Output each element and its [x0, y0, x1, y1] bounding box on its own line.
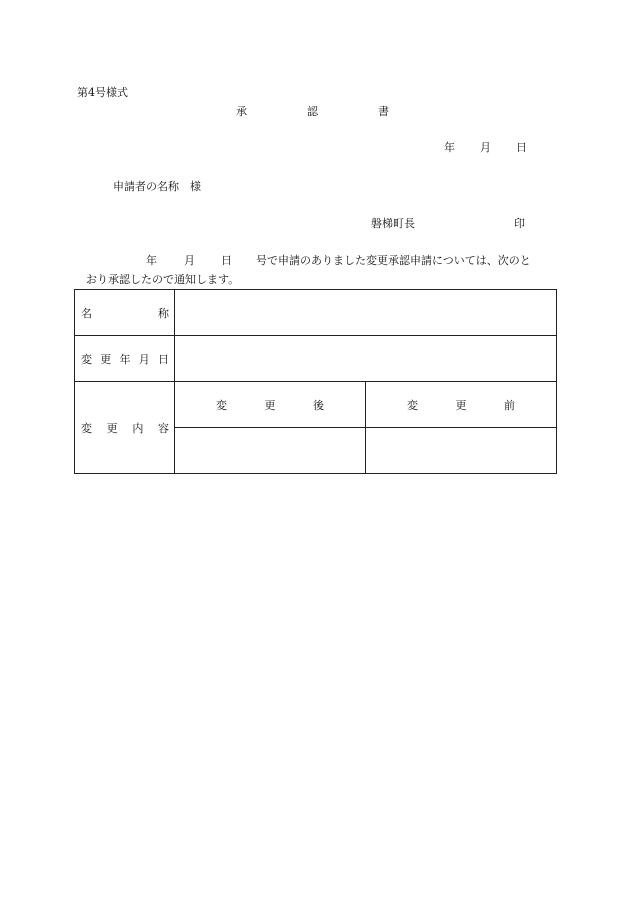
label-char: 更: [106, 421, 118, 435]
header-char: 後: [313, 398, 324, 412]
after-change-value-cell[interactable]: [175, 428, 366, 474]
label-char: 変: [81, 421, 92, 435]
label-char: 変: [81, 352, 92, 366]
after-change-header: [175, 382, 366, 428]
table-row-change-content-header: [75, 382, 557, 428]
issue-date-line: [441, 141, 531, 155]
approval-form-table: [74, 289, 557, 474]
body-text-line-2: おり承認したので通知します。: [86, 273, 240, 286]
label-char: 名: [81, 306, 92, 320]
body-text-line-1: [146, 254, 556, 268]
date-year-label: 年: [444, 141, 455, 154]
change-date-label-cell: [75, 336, 175, 382]
body-day-label: 日: [221, 254, 232, 267]
label-char: 年: [119, 352, 131, 366]
header-char: 変: [216, 398, 227, 412]
title-char: 承: [236, 105, 247, 118]
name-label-cell: [75, 290, 175, 336]
change-content-label-cell: [75, 382, 175, 474]
body-year-label: 年: [146, 254, 157, 267]
date-day-label: 日: [516, 141, 527, 154]
label-char: 更: [100, 352, 112, 366]
table-row-change-date: [75, 336, 557, 382]
header-char: 更: [455, 398, 467, 412]
label-char: 月: [138, 352, 150, 366]
label-char: 容: [157, 421, 169, 435]
change-date-value-cell[interactable]: [175, 336, 557, 382]
label-char: 内: [132, 421, 144, 435]
header-char: 更: [264, 398, 276, 412]
form-number: 第4号様式: [77, 86, 128, 99]
header-char: 前: [504, 398, 515, 412]
seal-mark: 印: [514, 217, 525, 230]
title-char: 認: [307, 105, 318, 118]
name-value-cell[interactable]: [175, 290, 557, 336]
before-change-header: [366, 382, 557, 428]
body-month-label: 月: [184, 254, 195, 267]
applicant-name-line: 申請者の名称 様: [113, 180, 201, 193]
before-change-value-cell[interactable]: [366, 428, 557, 474]
date-month-label: 月: [480, 141, 491, 154]
issuer-title: 磐梯町長: [371, 217, 415, 230]
header-char: 変: [407, 398, 418, 412]
label-char: 日: [158, 352, 169, 366]
title-char: 書: [378, 105, 389, 118]
body-text: 号で申請のありました変更承認申請については、次のと: [256, 254, 531, 267]
document-title: [236, 105, 396, 119]
label-char: 称: [158, 306, 169, 320]
table-row-name: [75, 290, 557, 336]
